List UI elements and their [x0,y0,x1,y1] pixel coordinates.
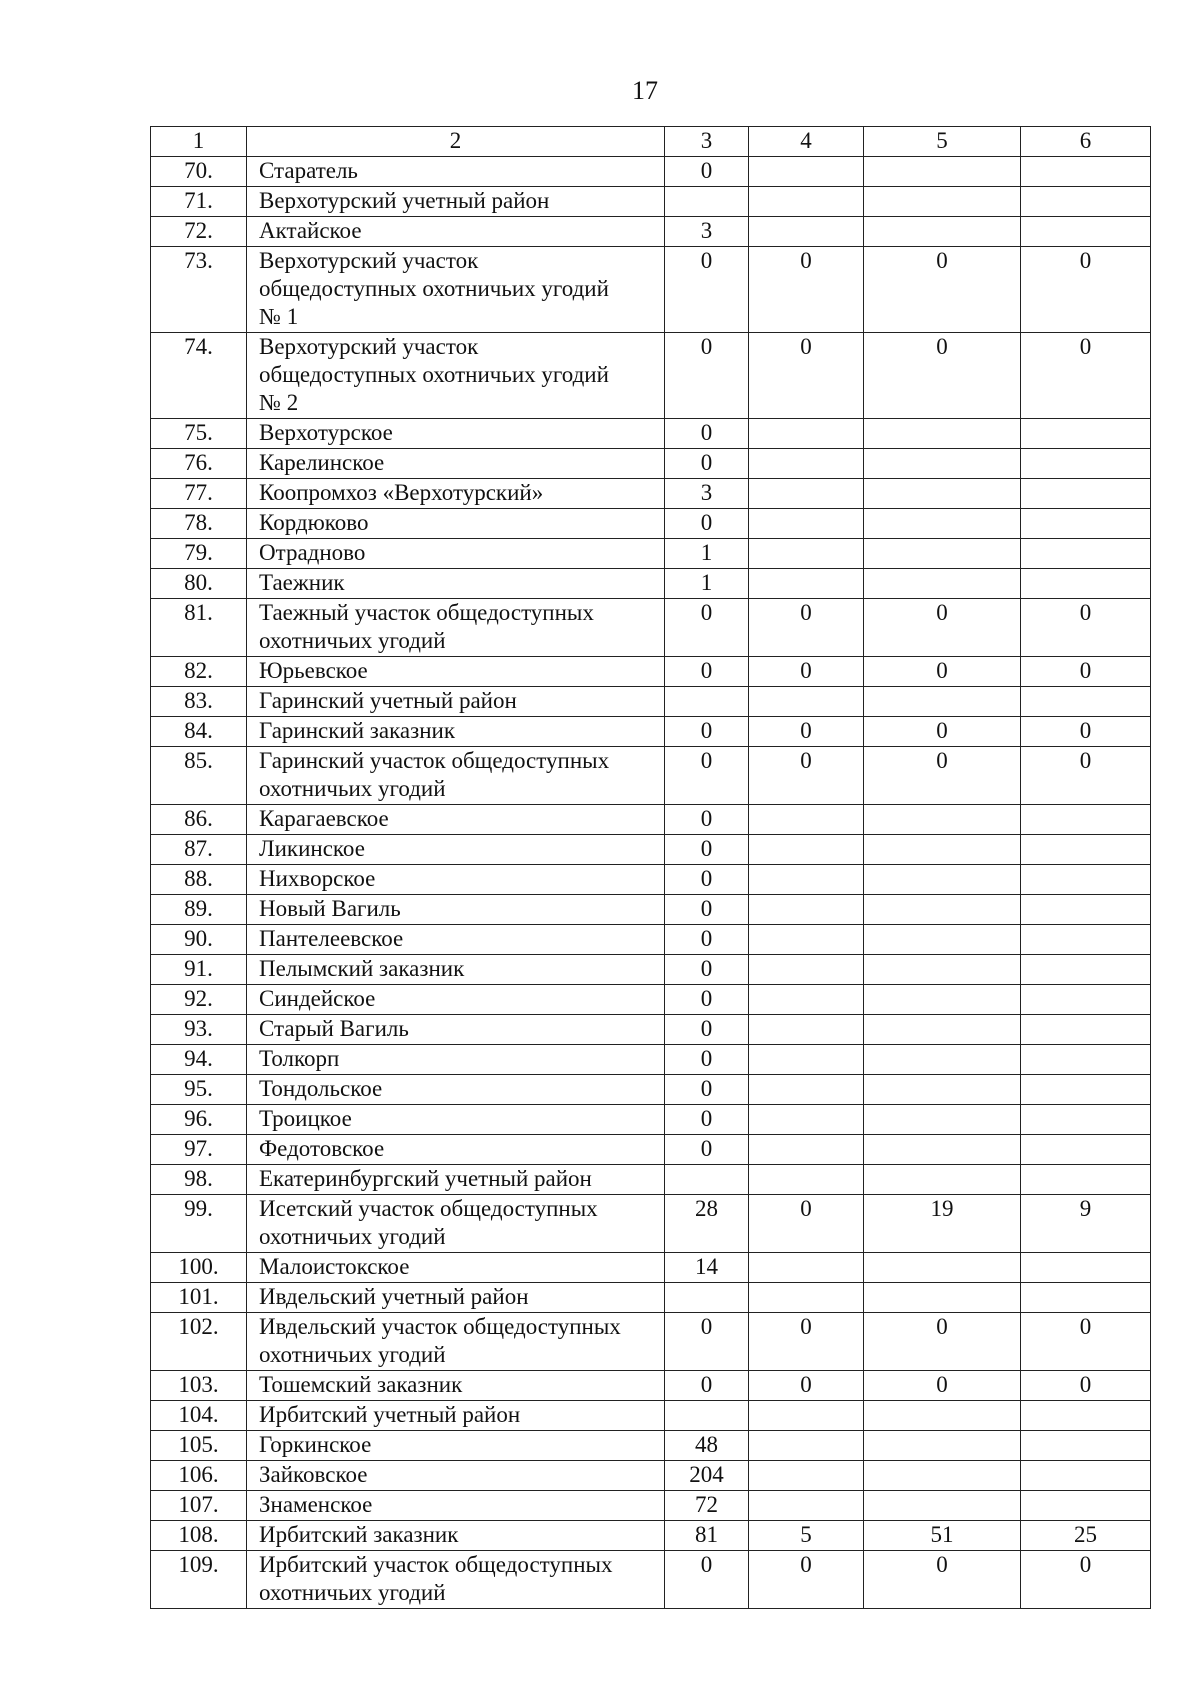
row-col3-cell [665,1401,749,1431]
row-col6-cell [1021,449,1151,479]
row-number-cell: 79. [151,539,247,569]
row-col3-cell: 0 [665,985,749,1015]
row-col4-cell [749,1105,864,1135]
row-number-cell: 87. [151,835,247,865]
row-col6-cell [1021,419,1151,449]
row-col6-cell [1021,479,1151,509]
row-col3-cell: 0 [665,449,749,479]
row-number-cell: 99. [151,1195,247,1253]
header-cell-4: 4 [749,127,864,157]
row-name-cell: Пелымский заказник [247,955,665,985]
row-col6-cell: 25 [1021,1521,1151,1551]
row-number-cell: 84. [151,717,247,747]
table-row [151,1521,1151,1551]
row-name-cell: Карагаевское [247,805,665,835]
row-number-cell: 72. [151,217,247,247]
header-cell-2: 2 [247,127,665,157]
table-row [151,657,1151,687]
table-row [151,217,1151,247]
row-name-cell: Юрьевское [247,657,665,687]
row-col4-cell [749,509,864,539]
row-col6-cell: 0 [1021,1313,1151,1371]
row-name-cell: Старый Вагиль [247,1015,665,1045]
row-col5-cell: 0 [864,657,1021,687]
row-col5-cell: 0 [864,717,1021,747]
row-col4-cell [749,1253,864,1283]
row-col3-cell: 0 [665,895,749,925]
row-col5-cell [864,925,1021,955]
row-col3-cell: 0 [665,955,749,985]
table-row [151,449,1151,479]
row-name-cell: Таежный участок общедоступных охотничьих угодий [247,599,665,657]
row-number-cell: 93. [151,1015,247,1045]
table-row [151,1283,1151,1313]
row-number-cell: 73. [151,247,247,333]
row-col5-cell [864,449,1021,479]
row-number-cell: 77. [151,479,247,509]
row-name-cell: Ивдельский участок общедоступных охотничьих угодий [247,1313,665,1371]
table-row [151,599,1151,657]
row-col4-cell [749,187,864,217]
row-col5-cell [864,1461,1021,1491]
row-number-cell: 81. [151,599,247,657]
row-col3-cell: 0 [665,925,749,955]
table-row [151,1135,1151,1165]
row-name-cell: Пантелеевское [247,925,665,955]
row-col5-cell: 0 [864,599,1021,657]
row-col5-cell [864,1401,1021,1431]
row-col5-cell: 51 [864,1521,1021,1551]
table-row [151,157,1151,187]
row-col4-cell [749,1401,864,1431]
table-row [151,1461,1151,1491]
row-number-cell: 101. [151,1283,247,1313]
row-col4-cell: 0 [749,657,864,687]
row-name-cell: Новый Вагиль [247,895,665,925]
row-col6-cell [1021,985,1151,1015]
row-col3-cell: 1 [665,539,749,569]
row-name-cell: Федотовское [247,1135,665,1165]
row-col3-cell: 0 [665,1045,749,1075]
table-row [151,865,1151,895]
row-name-cell: Малоистокское [247,1253,665,1283]
row-col6-cell [1021,895,1151,925]
table-row [151,1105,1151,1135]
row-name-cell: Таежник [247,569,665,599]
row-name-cell: Верхотурский участок общедоступных охотничьих угодий № 2 [247,333,665,419]
row-name-cell: Синдейское [247,985,665,1015]
row-col5-cell [864,539,1021,569]
row-col4-cell [749,1015,864,1045]
row-col6-cell [1021,1015,1151,1045]
header-cell-5: 5 [864,127,1021,157]
row-col5-cell [864,1135,1021,1165]
row-col4-cell: 0 [749,599,864,657]
row-number-cell: 86. [151,805,247,835]
table-row [151,479,1151,509]
row-number-cell: 92. [151,985,247,1015]
row-col4-cell: 5 [749,1521,864,1551]
row-col6-cell [1021,925,1151,955]
row-col5-cell: 0 [864,1371,1021,1401]
row-name-cell: Коопромхоз «Верхотурский» [247,479,665,509]
row-col6-cell: 0 [1021,599,1151,657]
table-row [151,1431,1151,1461]
table-row [151,1015,1151,1045]
row-col3-cell: 0 [665,657,749,687]
table-row [151,717,1151,747]
row-col3-cell: 0 [665,599,749,657]
row-col4-cell [749,1491,864,1521]
row-col5-cell [864,895,1021,925]
row-col5-cell [864,1015,1021,1045]
row-col3-cell: 48 [665,1431,749,1461]
row-name-cell: Исетский участок общедоступных охотничьих угодий [247,1195,665,1253]
row-col3-cell: 72 [665,1491,749,1521]
row-col4-cell: 0 [749,247,864,333]
row-col4-cell [749,1461,864,1491]
row-col4-cell [749,835,864,865]
row-name-cell: Верхотурский участок общедоступных охотничьих угодий № 1 [247,247,665,333]
row-col3-cell: 0 [665,1371,749,1401]
row-col3-cell: 0 [665,1551,749,1609]
row-col5-cell [864,1105,1021,1135]
row-col4-cell [749,925,864,955]
row-col5-cell [864,217,1021,247]
row-col6-cell [1021,157,1151,187]
row-number-cell: 85. [151,747,247,805]
row-number-cell: 105. [151,1431,247,1461]
row-col3-cell [665,1165,749,1195]
row-number-cell: 88. [151,865,247,895]
row-col3-cell: 0 [665,865,749,895]
header-cell-6: 6 [1021,127,1151,157]
row-number-cell: 98. [151,1165,247,1195]
row-name-cell: Гаринский заказник [247,717,665,747]
row-name-cell: Ирбитский участок общедоступных охотничьих угодий [247,1551,665,1609]
row-col6-cell [1021,835,1151,865]
row-name-cell: Нихворское [247,865,665,895]
table-row [151,247,1151,333]
row-col4-cell: 0 [749,1371,864,1401]
row-number-cell: 74. [151,333,247,419]
row-number-cell: 102. [151,1313,247,1371]
row-col4-cell: 0 [749,717,864,747]
row-col4-cell: 0 [749,1551,864,1609]
row-name-cell: Зайковское [247,1461,665,1491]
table-row [151,569,1151,599]
table-row [151,187,1151,217]
row-number-cell: 90. [151,925,247,955]
page-number: 17 [632,76,658,105]
row-name-cell: Актайское [247,217,665,247]
row-col6-cell: 9 [1021,1195,1151,1253]
row-name-cell: Кордюково [247,509,665,539]
table-row [151,985,1151,1015]
row-col3-cell: 0 [665,247,749,333]
row-col4-cell [749,539,864,569]
row-col5-cell [864,1491,1021,1521]
table-row [151,1551,1151,1609]
row-name-cell: Старатель [247,157,665,187]
row-col3-cell: 14 [665,1253,749,1283]
row-number-cell: 70. [151,157,247,187]
row-col6-cell [1021,1253,1151,1283]
row-col5-cell: 19 [864,1195,1021,1253]
row-number-cell: 82. [151,657,247,687]
table-row [151,1045,1151,1075]
row-number-cell: 76. [151,449,247,479]
row-name-cell: Толкорп [247,1045,665,1075]
row-col3-cell: 81 [665,1521,749,1551]
row-name-cell: Гаринский учетный район [247,687,665,717]
header-cell-3: 3 [665,127,749,157]
row-col5-cell [864,687,1021,717]
row-col3-cell: 0 [665,1135,749,1165]
row-col5-cell: 0 [864,1313,1021,1371]
row-col4-cell: 0 [749,1195,864,1253]
row-col3-cell: 3 [665,217,749,247]
row-col5-cell [864,1075,1021,1105]
row-number-cell: 95. [151,1075,247,1105]
row-col4-cell [749,1165,864,1195]
row-col3-cell [665,687,749,717]
row-col4-cell [749,1075,864,1105]
table-row [151,539,1151,569]
table-row [151,1253,1151,1283]
table-row [151,1401,1151,1431]
row-col4-cell [749,449,864,479]
row-number-cell: 96. [151,1105,247,1135]
row-name-cell: Ивдельский учетный район [247,1283,665,1313]
row-col4-cell [749,1045,864,1075]
row-col4-cell [749,419,864,449]
row-col5-cell [864,1045,1021,1075]
row-col6-cell [1021,865,1151,895]
row-col4-cell [749,157,864,187]
row-col4-cell [749,1431,864,1461]
row-col4-cell: 0 [749,333,864,419]
row-col3-cell: 0 [665,717,749,747]
row-number-cell: 107. [151,1491,247,1521]
row-col3-cell: 0 [665,835,749,865]
table-row [151,333,1151,419]
row-number-cell: 104. [151,1401,247,1431]
row-name-cell: Тондольское [247,1075,665,1105]
table-row [151,925,1151,955]
row-col5-cell [864,835,1021,865]
header-cell-1: 1 [151,127,247,157]
row-name-cell: Горкинское [247,1431,665,1461]
row-name-cell: Ликинское [247,835,665,865]
row-number-cell: 100. [151,1253,247,1283]
row-col5-cell [864,509,1021,539]
row-name-cell: Карелинское [247,449,665,479]
row-col5-cell [864,955,1021,985]
row-col3-cell [665,1283,749,1313]
row-number-cell: 89. [151,895,247,925]
row-col4-cell: 0 [749,1313,864,1371]
table-header-row [151,127,1151,157]
row-number-cell: 109. [151,1551,247,1609]
row-col6-cell [1021,1491,1151,1521]
row-col4-cell [749,217,864,247]
row-col6-cell: 0 [1021,717,1151,747]
row-col6-cell [1021,1075,1151,1105]
row-col3-cell: 0 [665,509,749,539]
row-col3-cell: 0 [665,419,749,449]
row-name-cell: Верхотурский учетный район [247,187,665,217]
table-row [151,1313,1151,1371]
table-row [151,509,1151,539]
row-number-cell: 83. [151,687,247,717]
row-col4-cell [749,569,864,599]
row-col6-cell [1021,1283,1151,1313]
row-col5-cell: 0 [864,247,1021,333]
row-col3-cell: 0 [665,1313,749,1371]
row-name-cell: Троицкое [247,1105,665,1135]
row-number-cell: 108. [151,1521,247,1551]
row-number-cell: 106. [151,1461,247,1491]
table-row [151,687,1151,717]
row-col6-cell [1021,569,1151,599]
row-name-cell: Тошемский заказник [247,1371,665,1401]
row-col6-cell [1021,1165,1151,1195]
row-col6-cell [1021,187,1151,217]
row-col4-cell [749,865,864,895]
row-col5-cell [864,1283,1021,1313]
row-number-cell: 103. [151,1371,247,1401]
table-row [151,1491,1151,1521]
row-col4-cell [749,895,864,925]
row-col6-cell [1021,805,1151,835]
row-name-cell: Гаринский участок общедоступных охотничьих угодий [247,747,665,805]
row-col6-cell [1021,509,1151,539]
row-col6-cell: 0 [1021,657,1151,687]
row-col4-cell [749,805,864,835]
row-number-cell: 91. [151,955,247,985]
row-col5-cell [864,1431,1021,1461]
row-name-cell: Знаменское [247,1491,665,1521]
row-col3-cell: 0 [665,157,749,187]
row-col3-cell: 204 [665,1461,749,1491]
row-col4-cell [749,985,864,1015]
row-col4-cell: 0 [749,747,864,805]
table-row [151,835,1151,865]
row-name-cell: Ирбитский учетный район [247,1401,665,1431]
row-col5-cell [864,1253,1021,1283]
table-row [151,1195,1151,1253]
row-col6-cell [1021,1105,1151,1135]
row-col3-cell: 0 [665,1075,749,1105]
table-row [151,1165,1151,1195]
row-col5-cell [864,865,1021,895]
row-col4-cell [749,479,864,509]
row-col5-cell [864,419,1021,449]
row-col5-cell: 0 [864,747,1021,805]
row-name-cell: Ирбитский заказник [247,1521,665,1551]
row-col3-cell: 3 [665,479,749,509]
table-row [151,895,1151,925]
row-col6-cell: 0 [1021,747,1151,805]
row-col3-cell: 0 [665,747,749,805]
row-col5-cell [864,187,1021,217]
table-row [151,955,1151,985]
row-col5-cell: 0 [864,1551,1021,1609]
row-col3-cell: 0 [665,805,749,835]
row-col5-cell [864,1165,1021,1195]
table-row [151,1371,1151,1401]
row-col3-cell [665,187,749,217]
row-col3-cell: 0 [665,333,749,419]
row-number-cell: 78. [151,509,247,539]
row-col3-cell: 0 [665,1015,749,1045]
row-col3-cell: 0 [665,1105,749,1135]
row-number-cell: 94. [151,1045,247,1075]
row-name-cell: Отрадново [247,539,665,569]
row-col5-cell [864,479,1021,509]
row-col6-cell: 0 [1021,1371,1151,1401]
row-name-cell: Екатеринбургский учетный район [247,1165,665,1195]
table-row [151,419,1151,449]
row-col6-cell [1021,1431,1151,1461]
table-row [151,747,1151,805]
row-col4-cell [749,687,864,717]
row-col6-cell [1021,955,1151,985]
row-col6-cell [1021,687,1151,717]
row-col4-cell [749,955,864,985]
row-col6-cell [1021,1045,1151,1075]
row-col6-cell: 0 [1021,333,1151,419]
row-col6-cell [1021,1135,1151,1165]
row-col5-cell [864,157,1021,187]
row-col5-cell [864,985,1021,1015]
row-name-cell: Верхотурское [247,419,665,449]
row-number-cell: 97. [151,1135,247,1165]
row-col5-cell [864,569,1021,599]
row-number-cell: 80. [151,569,247,599]
row-col6-cell [1021,1461,1151,1491]
row-col4-cell [749,1283,864,1313]
row-col6-cell [1021,539,1151,569]
row-col6-cell [1021,217,1151,247]
row-col5-cell: 0 [864,333,1021,419]
table-body [151,157,1151,1609]
row-col4-cell [749,1135,864,1165]
row-col3-cell: 1 [665,569,749,599]
data-table [150,126,1151,1609]
row-col6-cell: 0 [1021,1551,1151,1609]
row-number-cell: 71. [151,187,247,217]
row-number-cell: 75. [151,419,247,449]
table-row [151,805,1151,835]
row-col6-cell [1021,1401,1151,1431]
table-row [151,1075,1151,1105]
row-col5-cell [864,805,1021,835]
row-col3-cell: 28 [665,1195,749,1253]
row-col6-cell: 0 [1021,247,1151,333]
